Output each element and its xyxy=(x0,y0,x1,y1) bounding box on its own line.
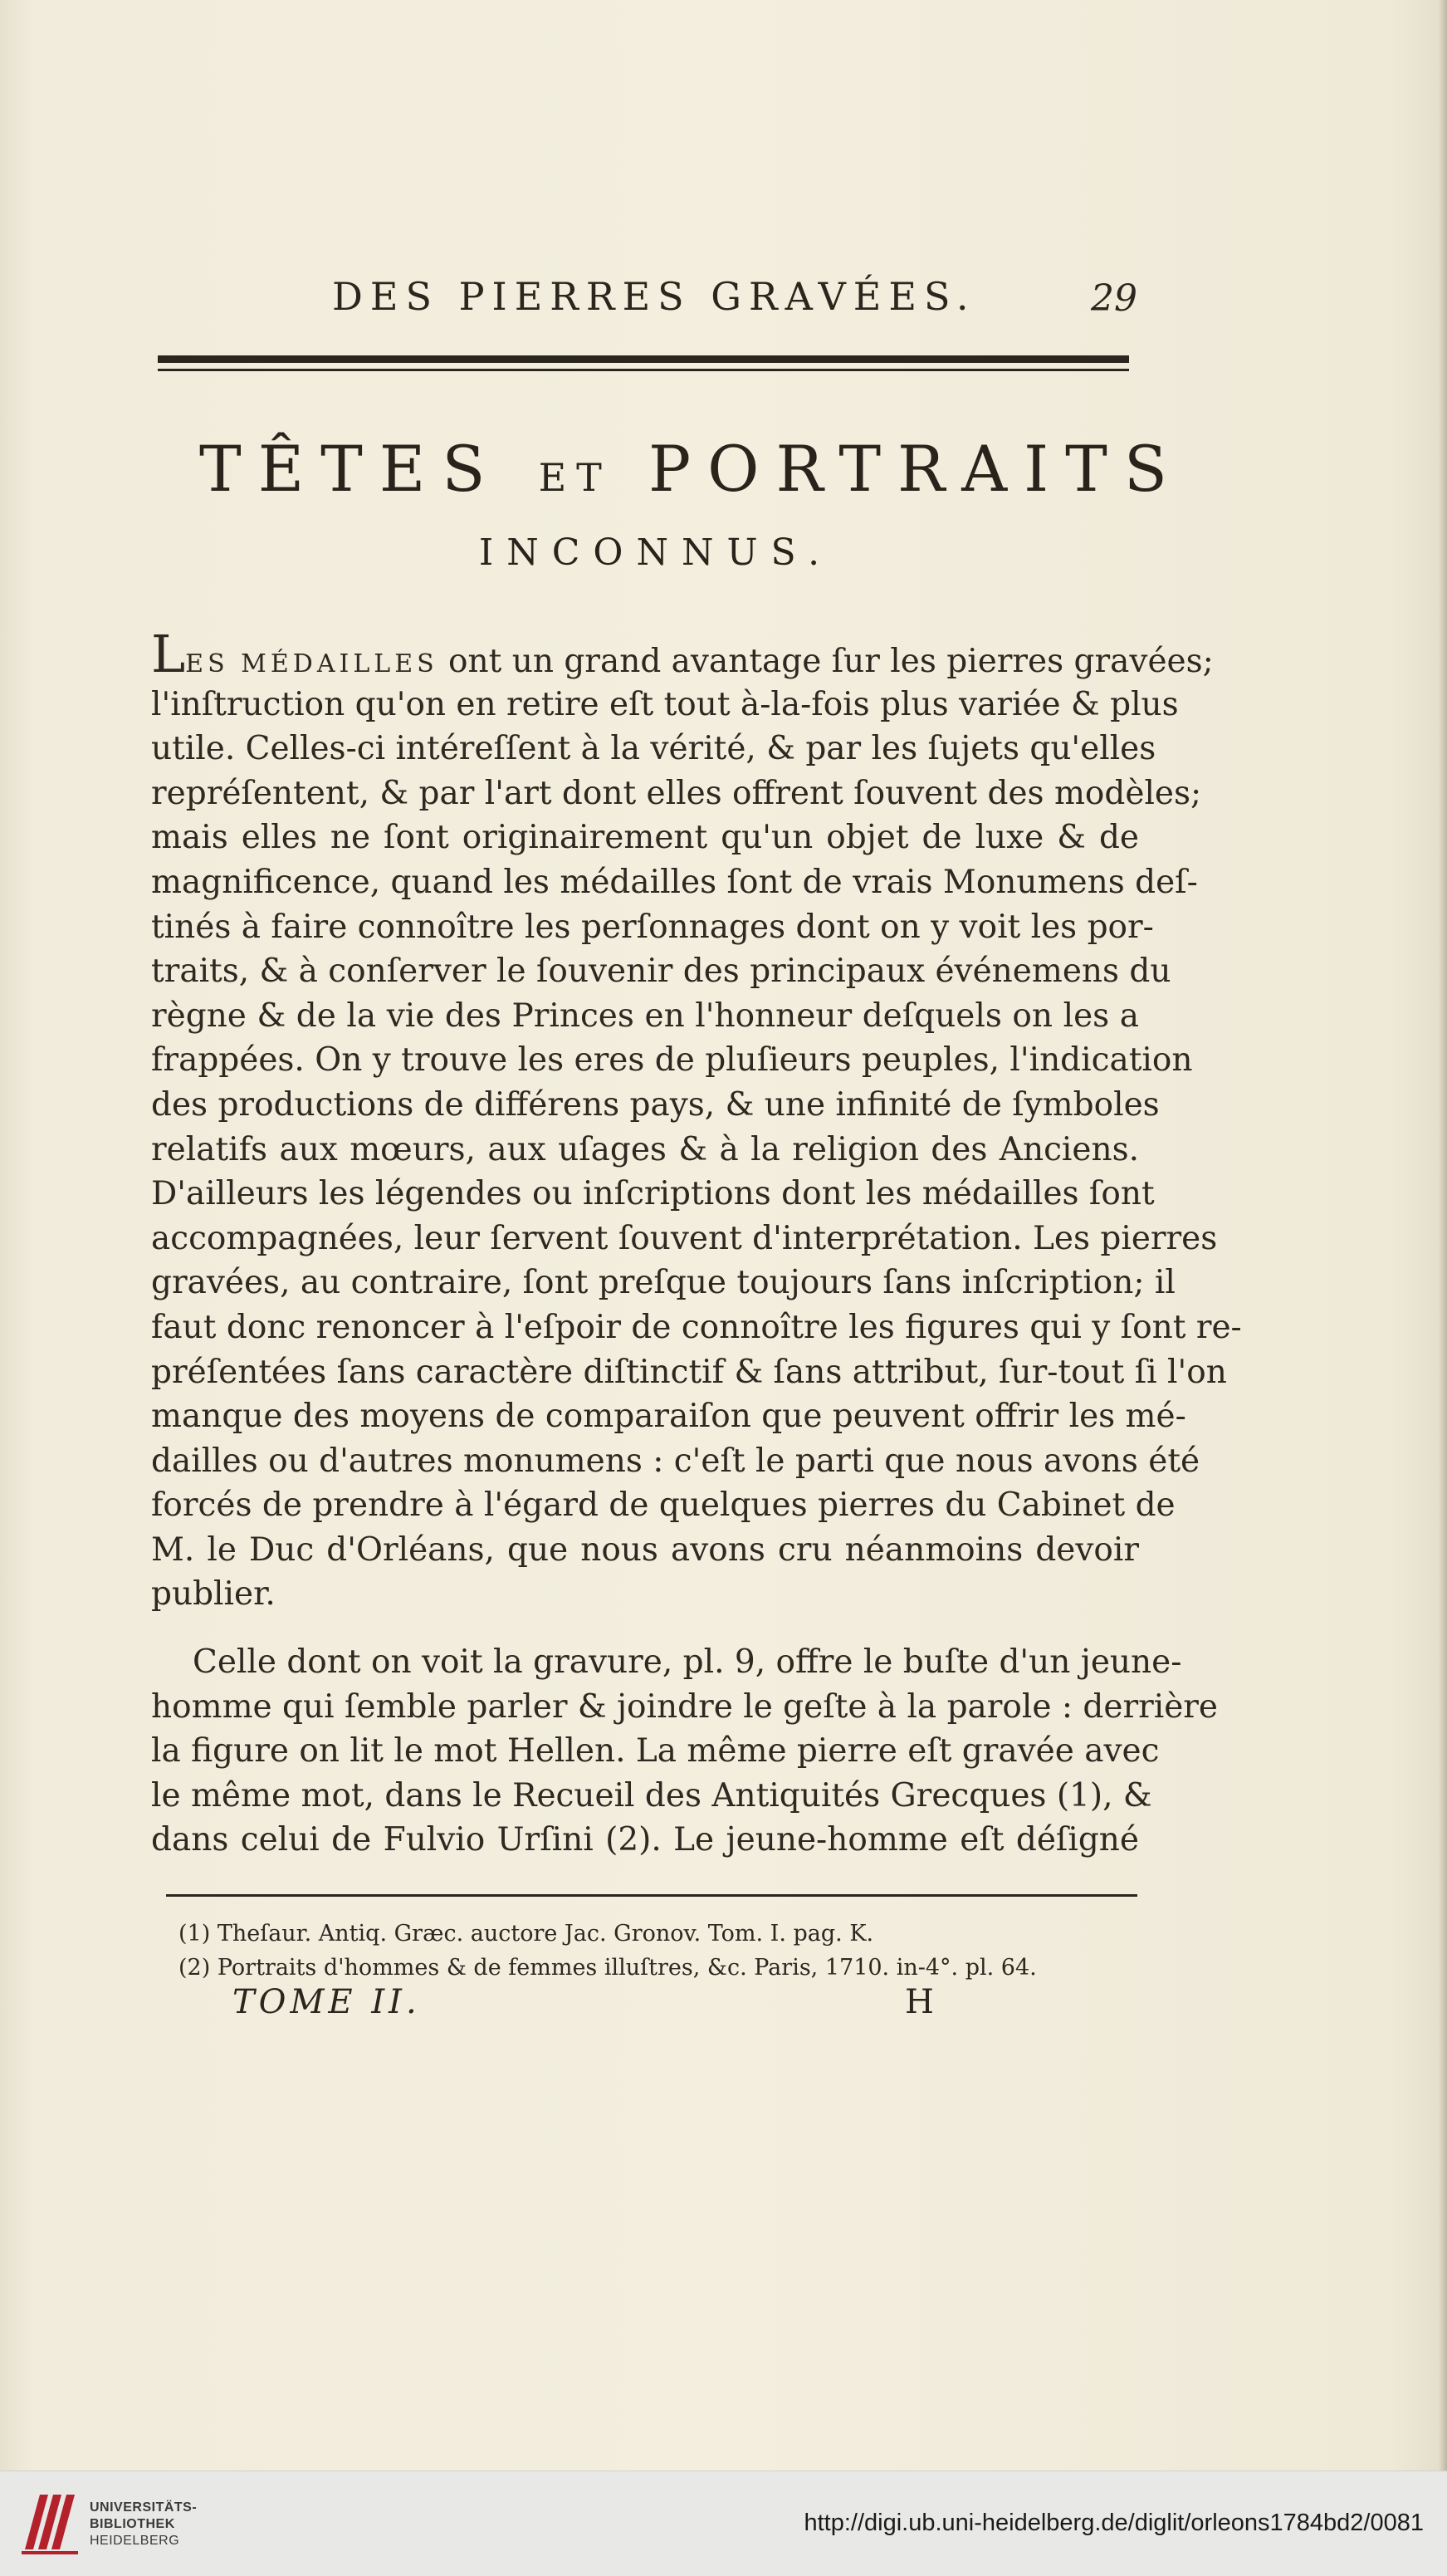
drop-cap: L xyxy=(151,624,186,684)
text-line: règne & de la vie des Princes en l'honneur deſquels on les a xyxy=(151,997,1139,1035)
text-line: frappées. On y trouve les eres de pluſieurs peuples, l'indication xyxy=(151,1041,1193,1080)
footnote-2: (2) Portraits d'hommes & de femmes illuſtres, &c. Paris, 1710. in-4°. pl. 64. xyxy=(178,1955,1037,1981)
text-line: faut donc renoncer à l'eſpoir de connoître les figures qui y ſont re- xyxy=(151,1308,1242,1346)
chapter-subtitle: INCONNUS. xyxy=(478,531,833,574)
text-line: le même mot, dans le Recueil des Antiquités Grecques (1), & xyxy=(151,1776,1152,1814)
library-name-line1: UNIVERSITÄTS- xyxy=(90,2500,198,2515)
text-line: mais elles ne ſont originairement qu'un objet de luxe & de xyxy=(151,819,1139,857)
chapter-title xyxy=(199,432,1184,506)
running-title: DES PIERRES GRAVÉES. xyxy=(332,274,976,319)
small-caps-word: ES MÉDAILLES xyxy=(185,649,438,678)
text-line: traits, & à conſerver le ſouvenir des principaux événemens du xyxy=(151,953,1171,991)
text-line: l'inſtruction qu'on en retire eſt tout à-la-fois plus variée & plus xyxy=(151,685,1179,723)
footer-bar xyxy=(0,2471,1447,2576)
text-line: dans celui de Fulvio Urſini (2). Le jeune-homme eſt déſigné xyxy=(151,1821,1139,1859)
library-logo-icon xyxy=(18,2490,81,2556)
library-name-line2: BIBLIOTHEK xyxy=(90,2517,175,2531)
text-line: accompagnées, leur ſervent ſouvent d'interprétation. Les pierres xyxy=(151,1219,1218,1257)
title-word-et: ET xyxy=(538,455,612,500)
text-line: relatifs aux mœurs, aux uſages & à la religion des Anciens. xyxy=(151,1130,1139,1168)
running-head xyxy=(166,274,1137,332)
text-line: dailles ou d'autres monumens : c'eſt le parti que nous avons été xyxy=(151,1442,1200,1480)
signature-volume: TOME II. xyxy=(232,1983,421,2021)
header-rule-thin xyxy=(158,369,1129,371)
footnote-rule xyxy=(166,1894,1137,1897)
library-name xyxy=(90,2500,197,2549)
text-line xyxy=(151,624,1214,684)
text-line: utile. Celles-ci intéreſſent à la vérité, & par les ſujets qu'elles xyxy=(151,730,1156,768)
text-line: préſentées ſans caractère diſtinctif & ſans attribut, ſur-tout ſi l'on xyxy=(151,1353,1227,1391)
text-line: des productions de différens pays, & une infinité de ſymboles xyxy=(151,1085,1160,1124)
footnote-1: (1) Theſaur. Antiq. Græc. auctore Jac. Gronov. Tom. I. pag. K. xyxy=(178,1921,874,1947)
text-line: M. le Duc d'Orléans, que nous avons cru néanmoins devoir xyxy=(151,1530,1139,1569)
text-line: publier. xyxy=(151,1575,276,1614)
text-line-content: ont un grand avantage ſur les pierres gravées; xyxy=(438,643,1214,680)
text-line: tinés à faire connoître les perſonnages dont on y voit les por- xyxy=(151,908,1154,946)
text-line: homme qui ſemble parler & joindre le geſte à la parole : derrière xyxy=(151,1687,1219,1726)
text-line: Celle dont on voit la gravure, pl. 9, offre le buſte d'un jeune- xyxy=(193,1643,1182,1681)
text-line: repréſentent, & par l'art dont elles offrent ſouvent des modèles; xyxy=(151,774,1202,812)
text-line: la figure on lit le mot Hellen. La même pierre eſt gravée avec xyxy=(151,1732,1160,1770)
library-name-line3: HEIDELBERG xyxy=(90,2534,180,2548)
source-url-link[interactable]: http://digi.ub.uni-heidelberg.de/diglit/orleons1784bd2/0081 xyxy=(804,2510,1424,2536)
signature-sheet: H xyxy=(905,1983,934,2021)
paragraph-1 xyxy=(151,624,1242,1617)
title-word-tetes: TÊTES xyxy=(199,432,502,506)
title-word-portraits: PORTRAITS xyxy=(648,432,1184,506)
footnotes xyxy=(178,1917,1133,1985)
page-number: 29 xyxy=(1091,277,1137,320)
text-line: magnificence, quand les médailles ſont de vrais Monumens deſ- xyxy=(151,863,1198,901)
paragraph-2 xyxy=(151,1640,1219,1863)
text-line: manque des moyens de comparaiſon que peuvent offrir les mé- xyxy=(151,1398,1186,1436)
text-line: gravées, au contraire, ſont preſque toujours ſans inſcription; il xyxy=(151,1264,1176,1302)
text-line: forcés de prendre à l'égard de quelques pierres du Cabinet de xyxy=(151,1486,1176,1525)
header-rule-thick xyxy=(158,355,1129,363)
text-line: D'ailleurs les légendes ou inſcriptions dont les médailles ſont xyxy=(151,1175,1155,1213)
